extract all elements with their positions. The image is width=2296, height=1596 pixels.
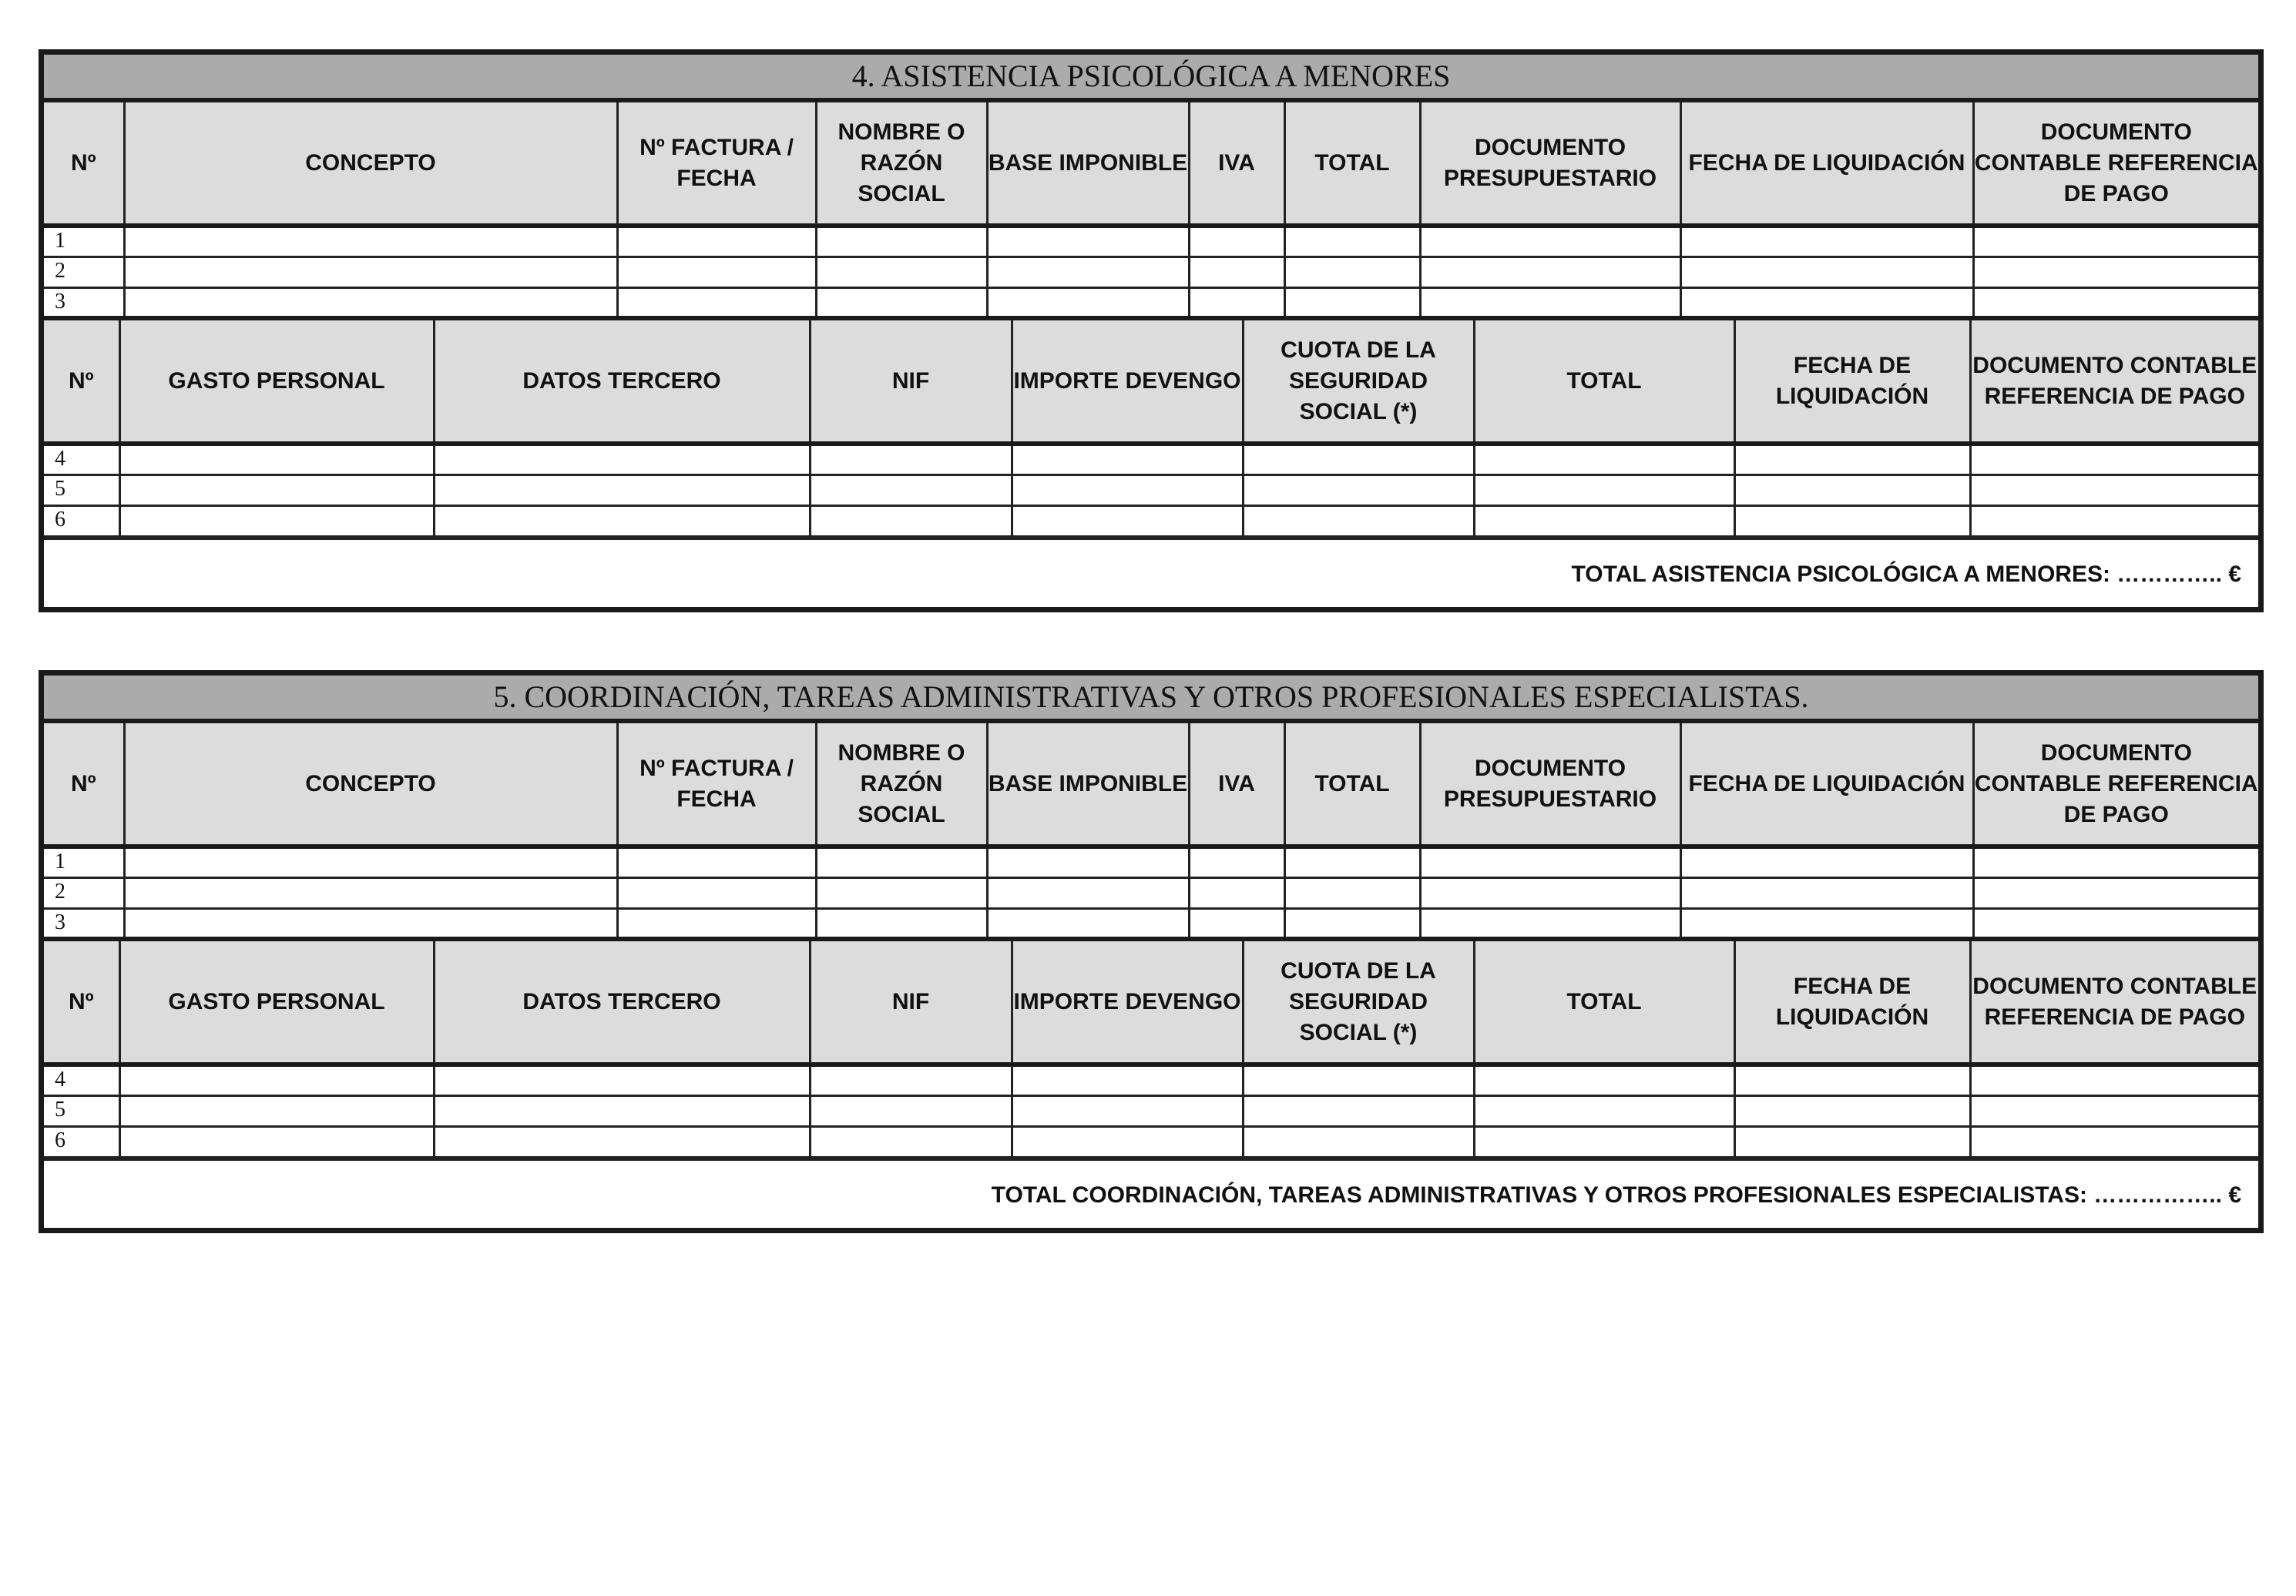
nombre-cell[interactable] xyxy=(816,226,987,256)
total-cell[interactable] xyxy=(1284,226,1420,256)
invoice-table xyxy=(44,102,2258,320)
col-header-documento-contable: DOCUMENTO CONTABLE REFERENCIA DE PAGO xyxy=(1973,723,2258,847)
col-header-total: TOTAL xyxy=(1284,723,1420,847)
fecha-cell[interactable] xyxy=(1734,1065,1970,1095)
fecha-cell[interactable] xyxy=(1680,877,1973,908)
factura-cell[interactable] xyxy=(617,256,816,287)
fecha-cell[interactable] xyxy=(1734,444,1970,474)
fecha-cell[interactable] xyxy=(1680,847,1973,877)
row-number: 1 xyxy=(44,847,124,877)
total-cell[interactable] xyxy=(1284,908,1420,939)
col-header-importe-devengo: IMPORTE DEVENGO xyxy=(1012,320,1243,444)
col-header-gasto-personal: GASTO PERSONAL xyxy=(119,941,434,1065)
tercero-cell[interactable] xyxy=(434,1126,810,1157)
concepto-cell[interactable] xyxy=(124,847,617,877)
table-row xyxy=(44,287,2258,318)
iva-cell[interactable] xyxy=(1189,226,1284,256)
base-cell[interactable] xyxy=(987,908,1189,939)
doc-contable-cell[interactable] xyxy=(1970,474,2258,505)
importe-cell[interactable] xyxy=(1012,1095,1243,1126)
col-header-nif: NIF xyxy=(810,941,1012,1065)
importe-cell[interactable] xyxy=(1012,1065,1243,1095)
col-header-total: TOTAL xyxy=(1284,102,1420,226)
iva-cell[interactable] xyxy=(1189,847,1284,877)
total-cell[interactable] xyxy=(1284,847,1420,877)
col-header-base-imponible: BASE IMPONIBLE xyxy=(987,723,1189,847)
base-cell[interactable] xyxy=(987,287,1189,318)
gasto-cell[interactable] xyxy=(119,505,434,536)
total-cell[interactable] xyxy=(1474,444,1734,474)
doc-contable-cell[interactable] xyxy=(1973,847,2258,877)
concepto-cell[interactable] xyxy=(124,877,617,908)
total-cell[interactable] xyxy=(1474,1065,1734,1095)
nif-cell[interactable] xyxy=(810,444,1012,474)
col-header-concepto: CONCEPTO xyxy=(124,723,617,847)
cuota-cell[interactable] xyxy=(1243,444,1474,474)
table-row xyxy=(44,226,2258,256)
row-number: 3 xyxy=(44,908,124,939)
personnel-table xyxy=(44,320,2258,538)
nombre-cell[interactable] xyxy=(816,256,987,287)
doc-contable-cell[interactable] xyxy=(1970,1126,2258,1157)
section-4 xyxy=(39,49,2264,612)
row-number: 5 xyxy=(44,474,119,505)
col-header-documento-contable: DOCUMENTO CONTABLE REFERENCIA DE PAGO xyxy=(1970,941,2258,1065)
col-header-datos-tercero: DATOS TERCERO xyxy=(434,941,810,1065)
tercero-cell[interactable] xyxy=(434,444,810,474)
nombre-cell[interactable] xyxy=(816,287,987,318)
col-header-fecha-liquidacion: FECHA DE LIQUIDACIÓN xyxy=(1734,320,1970,444)
importe-cell[interactable] xyxy=(1012,474,1243,505)
row-number: 6 xyxy=(44,1126,119,1157)
col-header-nif: NIF xyxy=(810,320,1012,444)
concepto-cell[interactable] xyxy=(124,256,617,287)
fecha-cell[interactable] xyxy=(1680,287,1973,318)
section-total: TOTAL ASISTENCIA PSICOLÓGICA A MENORES: ………….. € xyxy=(44,538,2258,607)
gasto-cell[interactable] xyxy=(119,1095,434,1126)
factura-cell[interactable] xyxy=(617,908,816,939)
doc-presupuestario-cell[interactable] xyxy=(1420,847,1680,877)
cuota-cell[interactable] xyxy=(1243,505,1474,536)
row-number: 6 xyxy=(44,505,119,536)
col-header-datos-tercero: DATOS TERCERO xyxy=(434,320,810,444)
fecha-cell[interactable] xyxy=(1734,505,1970,536)
col-header-number: Nº xyxy=(44,941,119,1065)
fecha-cell[interactable] xyxy=(1680,908,1973,939)
gasto-cell[interactable] xyxy=(119,1065,434,1095)
col-header-number: Nº xyxy=(44,320,119,444)
col-header-documento-contable: DOCUMENTO CONTABLE REFERENCIA DE PAGO xyxy=(1970,320,2258,444)
row-number: 4 xyxy=(44,444,119,474)
doc-contable-cell[interactable] xyxy=(1970,444,2258,474)
col-header-iva: IVA xyxy=(1189,102,1284,226)
personnel-table xyxy=(44,941,2258,1158)
col-header-cuota-seguridad-social: CUOTA DE LA SEGURIDAD SOCIAL (*) xyxy=(1243,941,1474,1065)
nombre-cell[interactable] xyxy=(816,877,987,908)
importe-cell[interactable] xyxy=(1012,1126,1243,1157)
nif-cell[interactable] xyxy=(810,1065,1012,1095)
col-header-nombre: NOMBRE O RAZÓN SOCIAL xyxy=(816,102,987,226)
doc-contable-cell[interactable] xyxy=(1973,908,2258,939)
table-row xyxy=(44,444,2258,474)
col-header-documento-presupuestario: DOCUMENTO PRESUPUESTARIO xyxy=(1420,723,1680,847)
nif-cell[interactable] xyxy=(810,505,1012,536)
cuota-cell[interactable] xyxy=(1243,1126,1474,1157)
concepto-cell[interactable] xyxy=(124,908,617,939)
section-title: 4. ASISTENCIA PSICOLÓGICA A MENORES xyxy=(44,55,2258,102)
total-cell[interactable] xyxy=(1474,474,1734,505)
table-row xyxy=(44,847,2258,877)
nif-cell[interactable] xyxy=(810,474,1012,505)
col-header-base-imponible: BASE IMPONIBLE xyxy=(987,102,1189,226)
fecha-cell[interactable] xyxy=(1680,256,1973,287)
doc-contable-cell[interactable] xyxy=(1973,226,2258,256)
tercero-cell[interactable] xyxy=(434,505,810,536)
col-header-documento-presupuestario: DOCUMENTO PRESUPUESTARIO xyxy=(1420,102,1680,226)
table-row xyxy=(44,256,2258,287)
doc-presupuestario-cell[interactable] xyxy=(1420,287,1680,318)
fecha-cell[interactable] xyxy=(1734,1126,1970,1157)
col-header-total: TOTAL xyxy=(1474,941,1734,1065)
doc-presupuestario-cell[interactable] xyxy=(1420,908,1680,939)
importe-cell[interactable] xyxy=(1012,505,1243,536)
col-header-total: TOTAL xyxy=(1474,320,1734,444)
tercero-cell[interactable] xyxy=(434,1065,810,1095)
nombre-cell[interactable] xyxy=(816,908,987,939)
col-header-factura: Nº FACTURA / FECHA xyxy=(617,102,816,226)
iva-cell[interactable] xyxy=(1189,877,1284,908)
nif-cell[interactable] xyxy=(810,1095,1012,1126)
concepto-cell[interactable] xyxy=(124,226,617,256)
table-row xyxy=(44,1065,2258,1095)
col-header-gasto-personal: GASTO PERSONAL xyxy=(119,320,434,444)
col-header-number: Nº xyxy=(44,723,124,847)
row-number: 4 xyxy=(44,1065,119,1095)
cuota-cell[interactable] xyxy=(1243,1095,1474,1126)
concepto-cell[interactable] xyxy=(124,287,617,318)
col-header-nombre: NOMBRE O RAZÓN SOCIAL xyxy=(816,723,987,847)
cuota-cell[interactable] xyxy=(1243,474,1474,505)
iva-cell[interactable] xyxy=(1189,908,1284,939)
doc-contable-cell[interactable] xyxy=(1973,287,2258,318)
table-row xyxy=(44,1126,2258,1157)
total-cell[interactable] xyxy=(1284,877,1420,908)
section-5 xyxy=(39,670,2264,1233)
fecha-cell[interactable] xyxy=(1734,1095,1970,1126)
col-header-importe-devengo: IMPORTE DEVENGO xyxy=(1012,941,1243,1065)
total-cell[interactable] xyxy=(1474,1095,1734,1126)
doc-contable-cell[interactable] xyxy=(1970,1065,2258,1095)
gasto-cell[interactable] xyxy=(119,1126,434,1157)
col-header-iva: IVA xyxy=(1189,723,1284,847)
doc-contable-cell[interactable] xyxy=(1973,256,2258,287)
base-cell[interactable] xyxy=(987,877,1189,908)
doc-presupuestario-cell[interactable] xyxy=(1420,877,1680,908)
base-cell[interactable] xyxy=(987,226,1189,256)
iva-cell[interactable] xyxy=(1189,256,1284,287)
row-number: 2 xyxy=(44,256,124,287)
row-number: 1 xyxy=(44,226,124,256)
importe-cell[interactable] xyxy=(1012,444,1243,474)
col-header-documento-contable: DOCUMENTO CONTABLE REFERENCIA DE PAGO xyxy=(1973,102,2258,226)
table-row xyxy=(44,908,2258,939)
invoice-table xyxy=(44,723,2258,941)
gasto-cell[interactable] xyxy=(119,474,434,505)
section-total: TOTAL COORDINACIÓN, TAREAS ADMINISTRATIVAS Y OTROS PROFESIONALES ESPECIALISTAS: …………….. € xyxy=(44,1158,2258,1228)
gasto-cell[interactable] xyxy=(119,444,434,474)
tercero-cell[interactable] xyxy=(434,474,810,505)
col-header-fecha-liquidacion: FECHA DE LIQUIDACIÓN xyxy=(1734,941,1970,1065)
table-row xyxy=(44,877,2258,908)
factura-cell[interactable] xyxy=(617,877,816,908)
doc-presupuestario-cell[interactable] xyxy=(1420,226,1680,256)
row-number: 2 xyxy=(44,877,124,908)
col-header-factura: Nº FACTURA / FECHA xyxy=(617,723,816,847)
section-title: 5. COORDINACIÓN, TAREAS ADMINISTRATIVAS Y OTROS PROFESIONALES ESPECIALISTAS. xyxy=(44,676,2258,723)
factura-cell[interactable] xyxy=(617,847,816,877)
iva-cell[interactable] xyxy=(1189,287,1284,318)
tercero-cell[interactable] xyxy=(434,1095,810,1126)
nif-cell[interactable] xyxy=(810,1126,1012,1157)
doc-contable-cell[interactable] xyxy=(1973,877,2258,908)
row-number: 5 xyxy=(44,1095,119,1126)
total-cell[interactable] xyxy=(1284,256,1420,287)
total-cell[interactable] xyxy=(1474,505,1734,536)
base-cell[interactable] xyxy=(987,256,1189,287)
fecha-cell[interactable] xyxy=(1680,226,1973,256)
base-cell[interactable] xyxy=(987,847,1189,877)
table-row xyxy=(44,1095,2258,1126)
factura-cell[interactable] xyxy=(617,226,816,256)
cuota-cell[interactable] xyxy=(1243,1065,1474,1095)
doc-contable-cell[interactable] xyxy=(1970,505,2258,536)
total-cell[interactable] xyxy=(1474,1126,1734,1157)
total-cell[interactable] xyxy=(1284,287,1420,318)
col-header-concepto: CONCEPTO xyxy=(124,102,617,226)
fecha-cell[interactable] xyxy=(1734,474,1970,505)
table-row xyxy=(44,505,2258,536)
col-header-fecha-liquidacion: FECHA DE LIQUIDACIÓN xyxy=(1680,723,1973,847)
table-row xyxy=(44,474,2258,505)
col-header-number: Nº xyxy=(44,102,124,226)
col-header-cuota-seguridad-social: CUOTA DE LA SEGURIDAD SOCIAL (*) xyxy=(1243,320,1474,444)
doc-contable-cell[interactable] xyxy=(1970,1095,2258,1126)
doc-presupuestario-cell[interactable] xyxy=(1420,256,1680,287)
nombre-cell[interactable] xyxy=(816,847,987,877)
factura-cell[interactable] xyxy=(617,287,816,318)
col-header-fecha-liquidacion: FECHA DE LIQUIDACIÓN xyxy=(1680,102,1973,226)
row-number: 3 xyxy=(44,287,124,318)
